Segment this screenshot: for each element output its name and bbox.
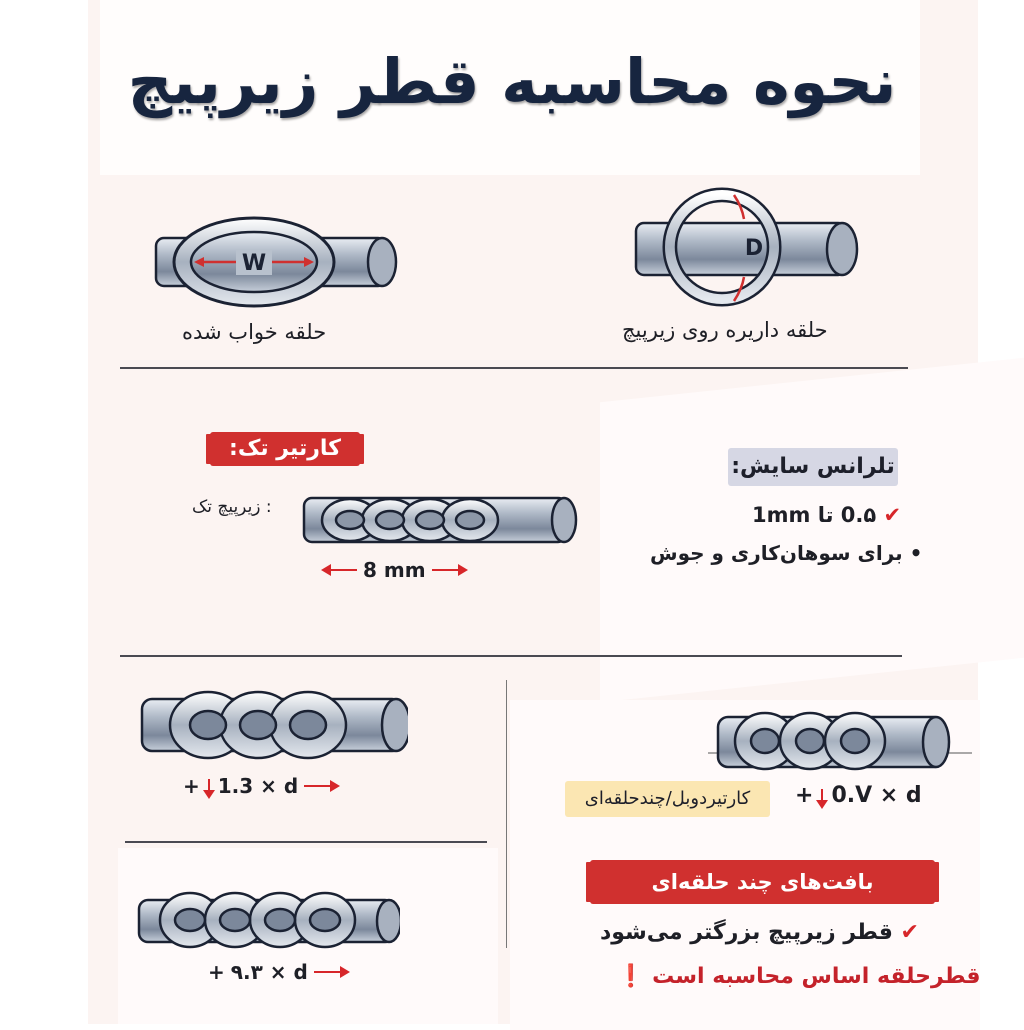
- diameter-marker: D: [744, 236, 764, 261]
- double-cartier-tag: کارتیردوبل/چندحلقه‌ای: [565, 781, 770, 817]
- paper-highlight: [600, 358, 1024, 703]
- round-ring-illustration: [630, 185, 860, 310]
- page-title: نحوه محاسبه قطر زیرپیچ: [127, 45, 897, 118]
- width-marker: W: [241, 251, 267, 276]
- arrow-right-icon: [304, 785, 338, 787]
- exclamation-icon: ❗: [617, 964, 645, 989]
- tolerance-check-item: ✔ 0.۵ تا 1mm: [752, 503, 902, 527]
- single-chain-illustration: [300, 490, 580, 550]
- single-measure: [323, 558, 466, 582]
- round-ring-caption: حلقه داریره روی زیرپیچ: [622, 318, 828, 342]
- chain-illustration-1: [138, 685, 408, 765]
- chain-illustration-2: [135, 888, 400, 952]
- flat-ring-illustration: [150, 205, 405, 315]
- column-divider: [506, 680, 507, 948]
- arrow-left-icon: [323, 569, 357, 571]
- measure-value: 8 mm: [363, 558, 426, 582]
- arrow-right-icon: [314, 971, 348, 973]
- single-rod-label: : زیرپیچ تک: [192, 497, 272, 517]
- section-divider: [120, 367, 908, 369]
- formula-3: + 0.V × d: [795, 783, 922, 808]
- multi-weave-badge: بافت‌های چند حلقه‌ای: [590, 860, 935, 904]
- flat-ring-caption: حلقه خواب شده: [182, 320, 327, 344]
- single-cartier-badge: کارتیر تک:: [210, 432, 360, 466]
- formula-2: + ۹.۳ × d: [208, 960, 348, 984]
- arrow-down-icon: [208, 779, 210, 793]
- multi-weave-warning: قطرحلقه اساس محاسبه است ❗: [617, 964, 981, 989]
- arrow-right-icon: [432, 569, 466, 571]
- section-divider: [120, 655, 902, 657]
- chain-illustration-3: [700, 705, 980, 775]
- tolerance-badge: تلرانس سایش:: [728, 448, 898, 486]
- tolerance-bullet-item: • برای سوهان‌کاری و جوش: [650, 541, 923, 565]
- arrow-down-icon: [821, 789, 823, 803]
- formula-1: + 1.3 × d: [183, 774, 338, 798]
- check-icon: ✔: [900, 920, 919, 945]
- check-icon: ✔: [883, 503, 902, 527]
- multi-weave-check-item: ✔ قطر زیرپیچ بزرگتر می‌شود: [600, 920, 919, 945]
- section-divider: [125, 841, 487, 843]
